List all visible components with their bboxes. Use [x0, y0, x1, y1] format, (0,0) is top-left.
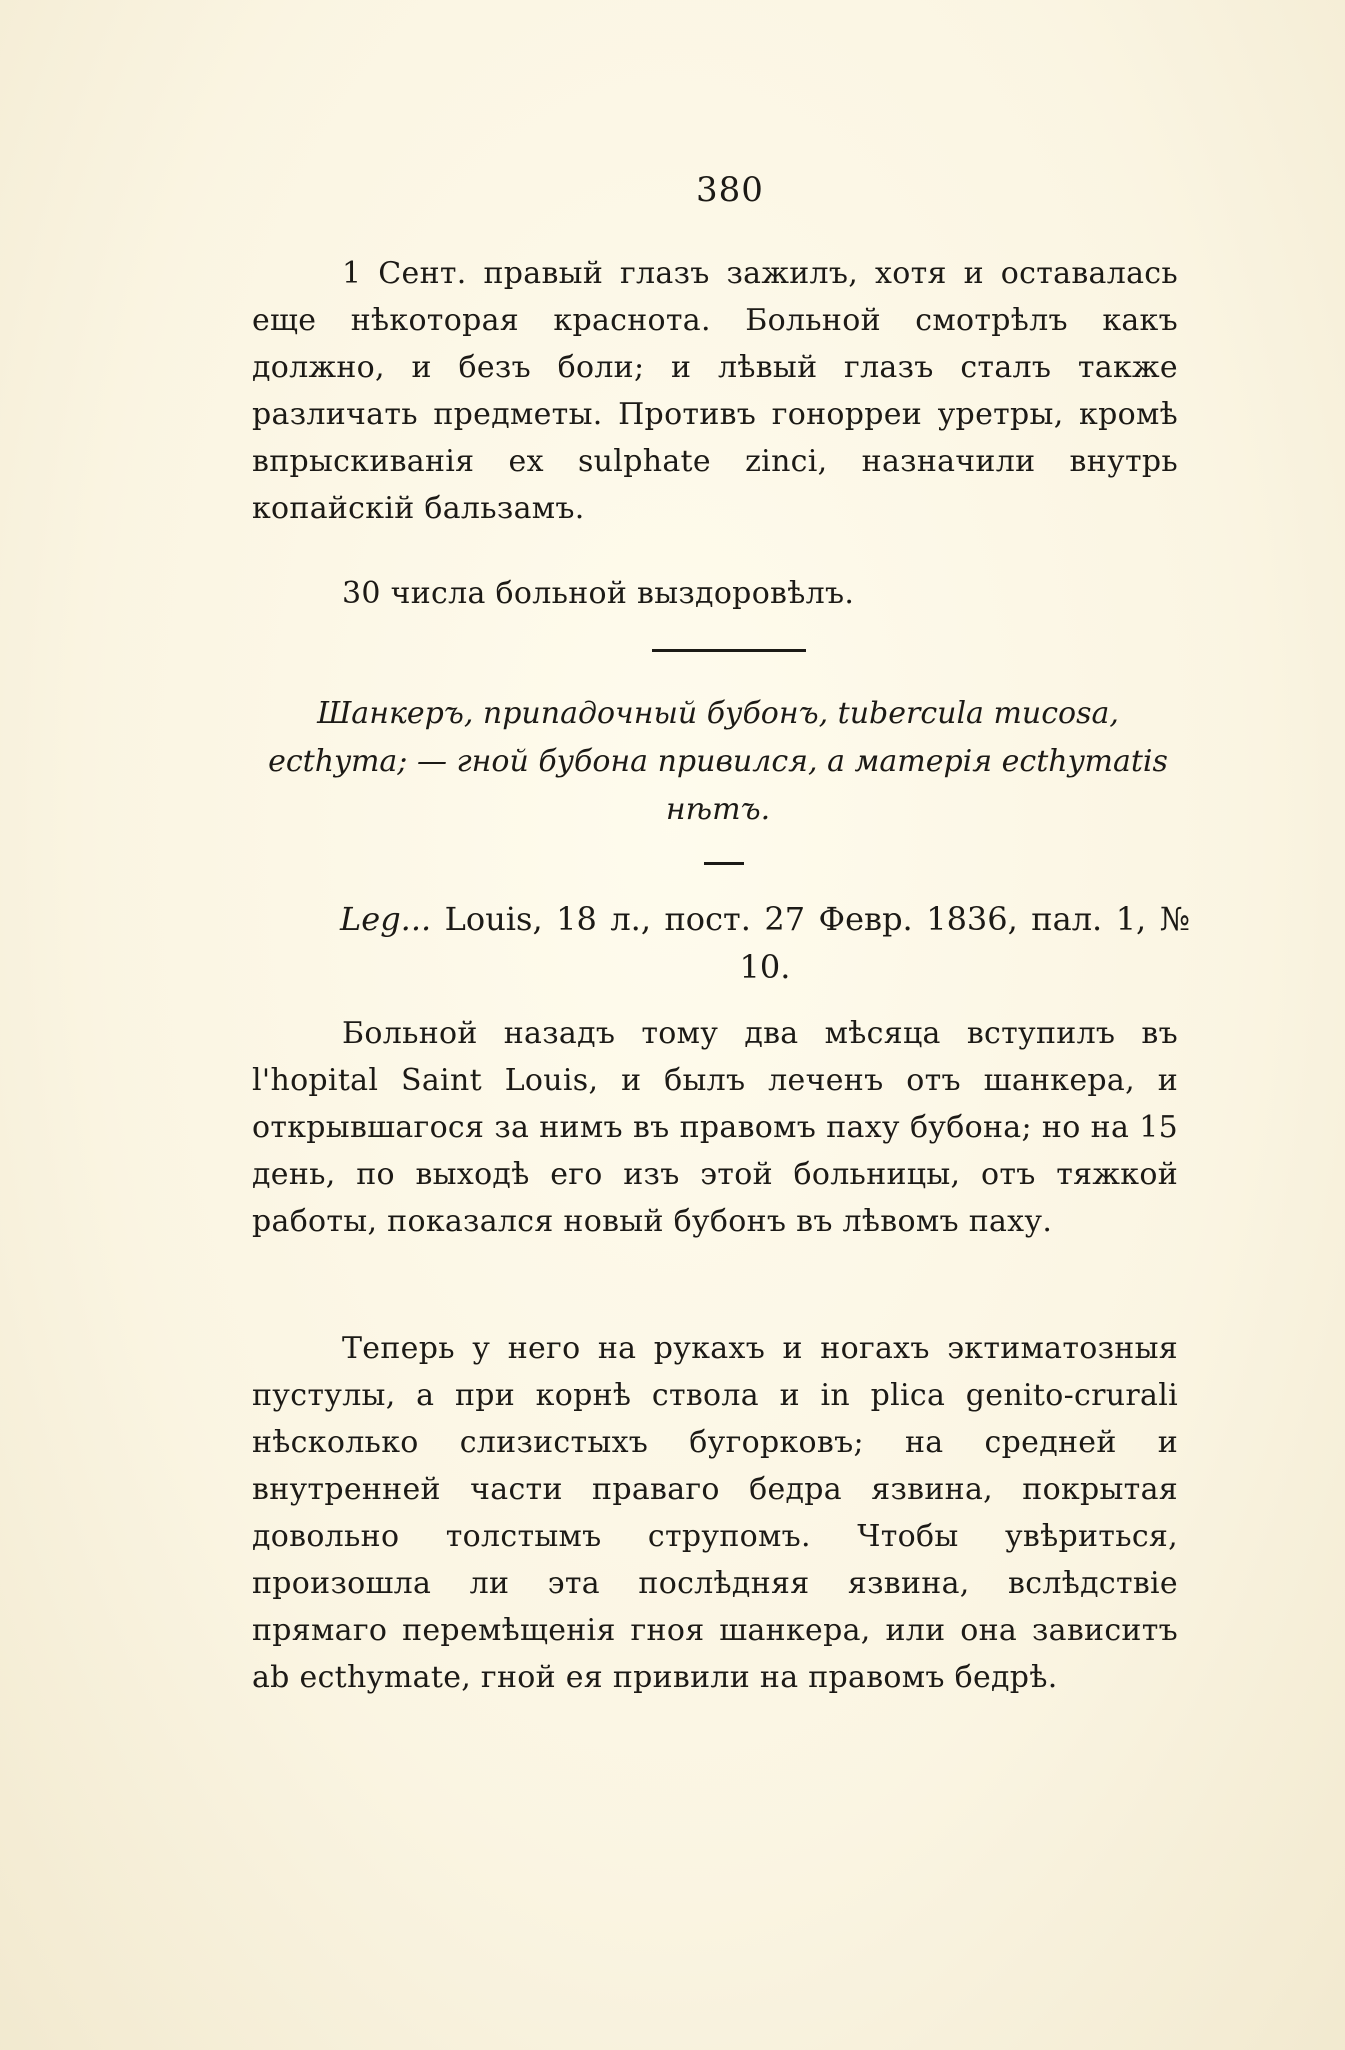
section-divider	[652, 649, 806, 652]
patient-name: Leg...	[340, 900, 432, 938]
paragraph-recovery	[252, 570, 1178, 617]
case-details: Louis, 18 л., пост. 27 Февр. 1836, пал. 1, № 10.	[431, 900, 1190, 986]
section-heading: Шанкеръ, припадочный бубонъ, tubercula mucosa, ecthyma; — гной бубона привился, а матерія ecthymatis нѣтъ.	[268, 696, 1168, 827]
case-header	[340, 895, 1190, 991]
paragraph-text: 1 Сент. правый глазъ зажилъ, хотя и оставалась еще нѣкоторая краснота. Больной смотрѣлъ какъ должно, и безъ боли; и лѣвый глазъ сталъ также различать предметы. Противъ гонорреи уретры, кромѣ впрыскиванія ex sulphate zinci, назначили внутрь копайскій бальзамъ.	[252, 256, 1178, 526]
paragraph-treatment	[252, 250, 1178, 532]
paragraph-text: Теперь у него на рукахъ и ногахъ эктиматозныя пустулы, а при корнѣ ствола и in plica genito-crurali нѣсколько слизистыхъ бугорковъ; на средней и внутренней части праваго бедра язвина, покрытая довольно толстымъ струпомъ. Чтобы увѣриться, произошла ли эта послѣдняя язвина, вслѣдствіе прямаго перемѣщенія гноя шанкера, или она зависитъ ab ecthymate, гной ея привили на правомъ бедрѣ.	[252, 1331, 1178, 1695]
paragraph-current-state	[252, 1325, 1178, 1701]
heading-divider	[704, 862, 744, 865]
page-number: 380	[696, 170, 764, 210]
paragraph-history	[252, 1010, 1178, 1245]
paragraph-text: Больной назадъ тому два мѣсяца вступилъ въ l'hopital Saint Louis, и былъ леченъ отъ шанкера, и открывшагося за нимъ въ правомъ паху бубона; но на 15 день, по выходѣ его изъ этой больницы, отъ тяжкой работы, показался новый бубонъ въ лѣвомъ паху.	[252, 1016, 1178, 1239]
paragraph-text: 30 числа больной выздоровѣлъ.	[342, 576, 855, 611]
